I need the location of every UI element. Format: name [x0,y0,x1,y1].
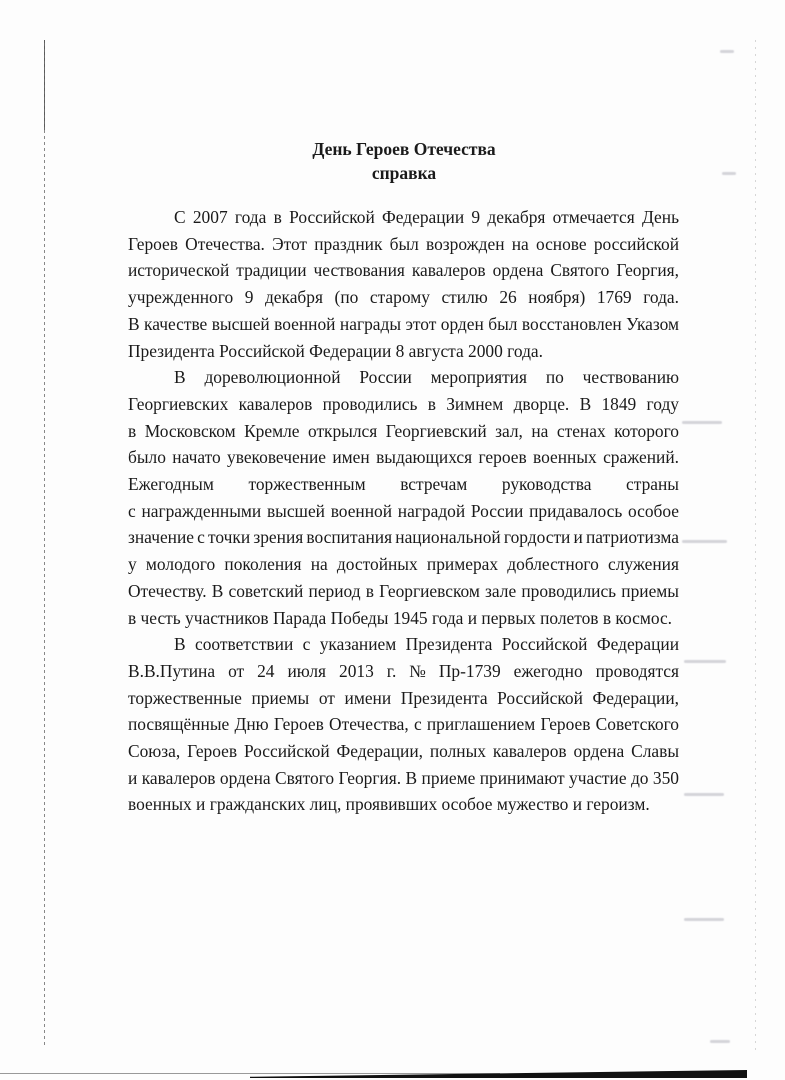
scan-shadow-bar [250,1070,747,1078]
text-line: В дореволюционной России мероприятия по чествованию [174,367,679,388]
scan-smudge [682,540,727,543]
text-line: В.В.Путина от 24 июля 2013 г. № Пр-1739 ежегодно проводятся [128,660,679,681]
text-line: было начато увековечение имен выдающихся героев военных сражений. [128,447,679,468]
text-line: военных и гражданских лиц, проявивших особое мужество и героизм. [128,794,650,815]
text-line: значение с точки зрения воспитания национальной гордости и патриотизма [128,527,679,548]
text-line: в честь участников Парада Победы 1945 года и первых полетов в космос. [128,607,673,628]
text-line: Героев Отечества. Этот праздник был возрожден на основе российской [128,233,679,254]
text-line: у молодого поколения на достойных примерах доблестного служения [128,554,679,575]
text-line: и кавалеров ордена Святого Георгия. В приеме принимают участие до 350 [128,767,679,788]
document-body [128,204,679,818]
paragraph [128,631,679,818]
paragraph [128,204,679,364]
text-line: посвящённые Дню Героев Отечества, с приглашением Героев Советского [128,714,679,735]
document-title: День Героев Отечества [312,139,496,159]
text-line: Георгиевских кавалеров проводились в Зимнем дворце. В 1849 году [128,393,679,414]
text-line: Отечеству. В советский период в Георгиевском зале проводились приемы [128,580,679,601]
text-line: учрежденного 9 декабря (по старому стилю 26 ноября) 1769 года. [128,287,679,308]
text-line: в Московском Кремле открылся Георгиевский зал, на стенах которого [128,420,679,441]
text-line: В качестве высшей военной награды этот орден был восстановлен Указом [128,313,679,334]
document-subtitle: справка [371,163,437,183]
title-block [0,137,785,185]
text-line: В соответствии с указанием Президента Российской Федерации [174,634,679,655]
scan-smudge [684,660,726,663]
scan-bottom-edge [0,1070,785,1080]
scan-smudge [684,918,724,921]
text-line: с награжденными высшей военной наградой России придавалось особое [128,500,679,521]
text-line: Ежегодным торжественным встречам руководства страны [128,474,679,495]
scan-edge-line [0,1073,500,1074]
text-line: С 2007 года в Российской Федерации 9 декабря отмечается День [174,207,679,227]
text-line: исторической традиции чествования кавалеров ордена Святого Георгия, [128,260,679,281]
text-line: торжественные приемы от имени Президента Российской Федерации, [128,687,679,708]
scan-smudge [682,421,722,424]
text-line: Союза, Героев Российской Федерации, полных кавалеров ордена Славы [128,741,679,762]
scan-smudge [720,50,734,53]
paragraph [128,364,679,631]
scan-edge-left [44,40,45,1045]
scan-smudge [710,1040,730,1043]
scan-edge-right [755,40,756,1050]
scan-smudge [684,793,724,796]
text-line: Президента Российской Федерации 8 августа 2000 года. [128,340,543,361]
